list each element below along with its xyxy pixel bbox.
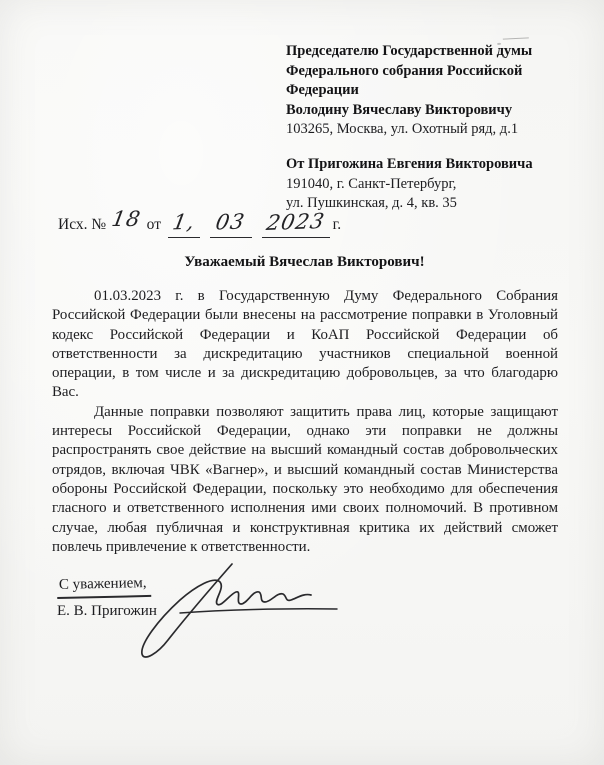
- handwritten-date-year: 2023: [262, 210, 330, 238]
- reference-suffix: г.: [332, 216, 342, 233]
- recipient-block: [286, 42, 576, 140]
- signer-name: Е. В. Пригожин: [57, 603, 157, 619]
- recipient-line: Федерального собрания Российской: [286, 62, 523, 79]
- recipient-line: Председателю Государственной думы: [286, 43, 533, 59]
- reference-prefix: Исх. №: [58, 216, 107, 233]
- paragraph: Данные поправки позволяют защитить права лиц, которые защищают интересы Российской Федерации, однако эти поправки не должны распространять свое действие на высший командный состав добровольческих отрядов, включая ЧВК «Вагнер», и высший командный состав Министерства обороны Российской Федерации, поскольку это необходимо для обеспечения гласного и ответственного исполнения ими своих полномочий. В противном случае, любая публичная и конструктивная критика их действий сможет повлечь привлечение к ответственности.: [52, 403, 558, 555]
- sender-address-line: ул. Пушкинская, д. 4, кв. 35: [286, 195, 457, 212]
- reference-line: [58, 207, 342, 238]
- closing-regards: С уважением,: [57, 573, 151, 599]
- paragraph: 01.03.2023 г. в Государственную Думу Федерального Собрания Российской Федерации были внесены на рассмотрение поправки в Уголовный кодекс Российской Федерации и КоАП Российской Федерации об ответственности за дискредитацию участников специальной военной операции, в том числе и за дискредитацию добровольцев, за что благодарю Вас.: [52, 288, 558, 401]
- reference-ot: от: [146, 216, 161, 233]
- signature-scribble-icon: [132, 552, 357, 667]
- sender-address-line: 191040, г. Санкт-Петербург,: [286, 175, 457, 192]
- sender-name: От Пригожина Евгения Викторовича: [286, 156, 533, 172]
- letter-body: [52, 287, 558, 557]
- handwritten-date-day: 1,: [168, 210, 200, 238]
- recipient-address: 103265, Москва, ул. Охотный ряд, д.1: [286, 121, 519, 138]
- salutation: Уважаемый Вячеслав Викторович!: [184, 254, 425, 270]
- handwritten-ref-number: 18: [109, 207, 143, 231]
- sender-block: [286, 155, 576, 214]
- handwritten-date-month: 03: [210, 210, 252, 238]
- recipient-line: Федерации: [286, 82, 359, 99]
- recipient-name: Володину Вячеславу Викторовичу: [286, 101, 513, 118]
